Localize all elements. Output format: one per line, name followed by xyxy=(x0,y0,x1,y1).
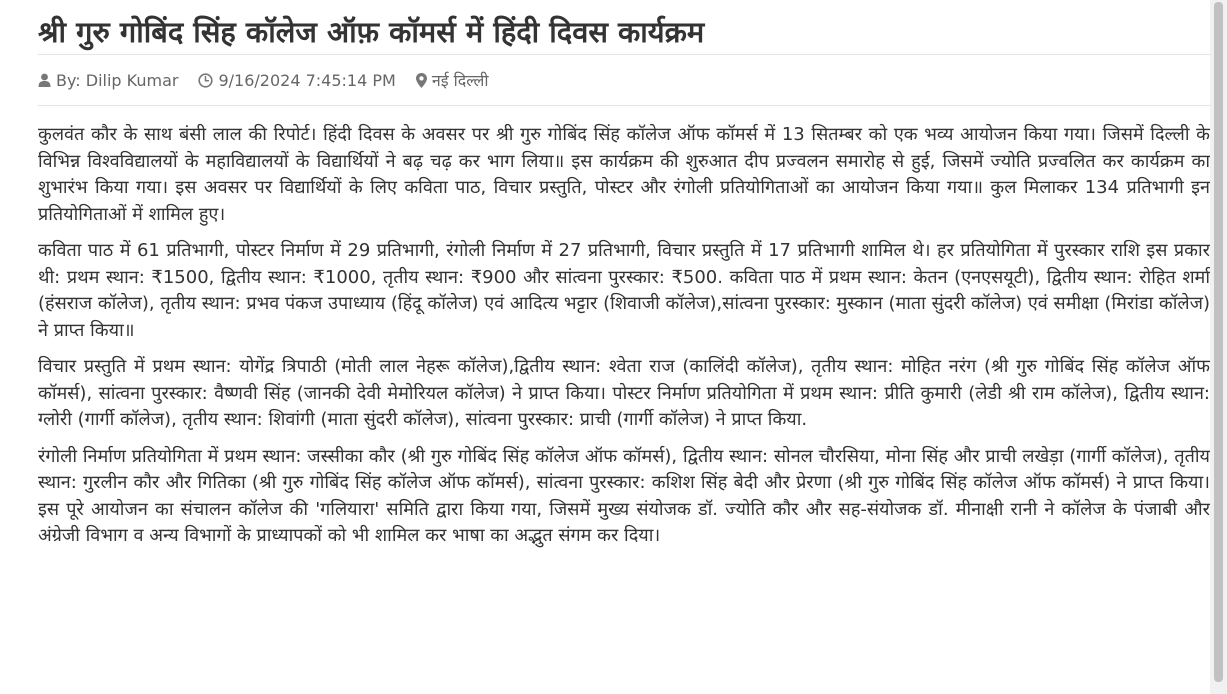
location-name: नई दिल्ली xyxy=(431,71,489,90)
article-paragraph: रंगोली निर्माण प्रतियोगिता में प्रथम स्थान: जस्सीका कौर (श्री गुरु गोबिंद सिंह कॉलेज ऑफ कॉमर्स), द्वितीय स्थान: सोनल चौरसिया, मोना सिंह और प्राची लखेड़ा (गार्गी कॉलेज), तृतीय स्थान: गुरलीन कौर और गितिका (श्री गुरु गोबिंद सिंह कॉलेज ऑफ कॉमर्स), सांत्वना पुरस्कार: कशिश सिंह बेदी और प्रेरणा (श्री गुरु गोबिंद सिंह कॉलेज ऑफ कॉमर्स) ने प्राप्त किया। इस पूरे आयोजन का संचालन कॉलेज की 'गलियारा' समिति द्वारा किया गया, जिसमें मुख्य संयोजक डॉ. ज्योति कौर और सह-संयोजक डॉ. मीनाक्षी रानी ने कॉलेज के पंजाबी और अंग्रेजी विभाग व अन्य विभागों के प्राध्यापकों को भी शामिल कर भाषा का अद्भुत संगम कर दिया। xyxy=(38,445,1210,546)
article-paragraph: कविता पाठ में 61 प्रतिभागी, पोस्टर निर्माण में 29 प्रतिभागी, रंगोली निर्माण में 27 प्रतिभागी, विचार प्रस्तुति में 17 प्रतिभागी शामिल थे। हर प्रतियोगिता में पुरस्कार राशि इस प्रकार थी: प्रथम स्थान: ₹1500, द्वितीय स्थान: ₹1000, तृतीय स्थान: ₹900 और सांत्वना पुरस्कार: ₹500. कविता पाठ में प्रथम स्थान: केतन (एनएसयूटी), द्वितीय स्थान: रोहित शर्मा (हंसराज कॉलेज), तृतीय स्थान: प्रभव पंकज उपाध्याय (हिंदू कॉलेज) एवं आदित्य भट्टार (शिवाजी कॉलेज),सांत्वना पुरस्कार: मुस्कान (माता सुंदरी कॉलेज) एवं समीक्षा (मिरांडा कॉलेज) ने प्राप्त किया॥ xyxy=(38,240,1210,341)
article-paragraph: विचार प्रस्तुति में प्रथम स्थान: योगेंद्र त्रिपाठी (मोती लाल नेहरू कॉलेज),द्वितीय स्थान: श्वेता राज (कालिंदी कॉलेज), तृतीय स्थान: मोहित नरंग (श्री गुरु गोबिंद सिंह कॉलेज ऑफ कॉमर्स), सांत्वना पुरस्कार: वैष्णवी सिंह (जानकी देवी मेमोरियल कॉलेज) ने प्राप्त किया। पोस्टर निर्माण प्रतियोगिता में प्रथम स्थान: प्रीति कुमारी (लेडी श्री राम कॉलेज), द्वितीय स्थान: ग्लोरी (गार्गी कॉलेज), तृतीय स्थान: शिवांगी (माता सुंदरी कॉलेज), सांत्वना पुरस्कार: प्राची (गार्गी कॉलेज) ने प्राप्त किया. xyxy=(38,356,1210,430)
publish-timestamp: 9/16/2024 7:45:14 PM xyxy=(218,70,396,90)
clock-icon xyxy=(198,73,213,88)
map-marker-icon xyxy=(416,73,427,88)
location-info xyxy=(416,69,489,91)
article-container xyxy=(38,0,1210,560)
article-body xyxy=(38,106,1210,550)
author-name: By: Dilip Kumar xyxy=(56,70,179,90)
scrollbar-thumb[interactable] xyxy=(1214,2,1223,682)
article-meta xyxy=(38,55,1210,105)
vertical-scrollbar[interactable] xyxy=(1210,0,1227,694)
user-icon xyxy=(38,73,51,87)
article-paragraph: कुलवंत कौर के साथ बंसी लाल की रिपोर्ट। हिंदी दिवस के अवसर पर श्री गुरु गोबिंद सिंह कॉलेज ऑफ कॉमर्स में 13 सितम्बर को एक भव्य आयोजन किया गया। जिसमें दिल्ली के विभिन्न विश्वविद्यालयों के महाविद्यालयों के विद्यार्थियों ने बढ़ चढ़ कर भाग लिया॥ इस कार्यक्रम की शुरुआत दीप प्रज्वलन समारोह से हुई, जिसमें ज्योति प्रज्वलित कर कार्यक्रम का शुभारंभ किया गया। इस अवसर पर विद्यार्थियों के लिए कविता पाठ, विचार प्रस्तुति, पोस्टर और रंगोली प्रतियोगिताओं का आयोजन किया गया॥ कुल मिलाकर 134 प्रतिभागी इन प्रतियोगिताओं में शामिल हुए। xyxy=(38,124,1210,225)
article-title: श्री गुरु गोबिंद सिंह कॉलेज ऑफ़ कॉमर्स में हिंदी दिवस कार्यक्रम xyxy=(38,15,705,49)
author-info xyxy=(38,71,178,90)
timestamp-info xyxy=(198,71,395,90)
